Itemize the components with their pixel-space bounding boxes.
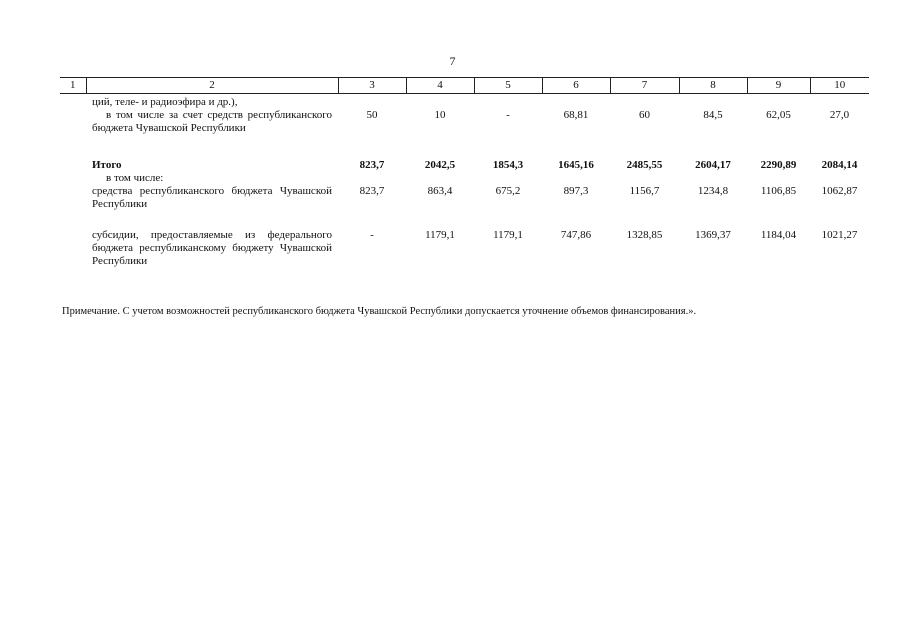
value-cell: 10 — [434, 109, 446, 121]
value-cell: 1021,27 — [821, 229, 858, 241]
row-description: субсидии, предоставляемые из федерального бюджета республиканскому бюджету Чувашской Республики — [92, 229, 332, 267]
value-cell: 897,3 — [563, 185, 589, 197]
value-cell — [406, 172, 474, 185]
value-cell: - — [506, 109, 510, 121]
value-cell: 1179,1 — [425, 229, 455, 241]
value-cell: 2604,17 — [695, 159, 731, 171]
value-cell: 1062,87 — [821, 185, 858, 197]
table-row-including-republic — [60, 109, 869, 135]
value-cell: 50 — [366, 109, 378, 121]
header-cell-col2: 2 — [86, 78, 338, 94]
row-description-cell — [86, 109, 338, 135]
value-cell: 1328,85 — [626, 229, 663, 241]
row-number-cell — [60, 172, 86, 185]
table-row-continuation — [60, 94, 869, 110]
value-cell: 1179,1 — [493, 229, 523, 241]
value-cell — [542, 172, 610, 185]
footnote: Примечание. С учетом возможностей республиканского бюджета Чувашской Республики допускается уточнение объемов финансирования.». — [62, 306, 697, 317]
row-number-cell — [60, 135, 86, 172]
value-cell: 1106,85 — [760, 185, 797, 197]
value-cell — [406, 94, 474, 110]
value-cell: 675,2 — [495, 185, 521, 197]
value-cell: 62,05 — [766, 109, 791, 121]
header-cell-col5: 5 — [474, 78, 542, 94]
value-cell: 1645,16 — [558, 159, 594, 171]
table-row-republic-funds — [60, 185, 869, 211]
table-header-row — [60, 78, 869, 94]
row-description: средства республиканского бюджета Чувашской Республики — [92, 185, 332, 210]
row-description-cell — [86, 172, 338, 185]
value-cell — [810, 94, 869, 110]
table-row-subheading — [60, 172, 869, 185]
page-number: 7 — [449, 54, 456, 68]
value-cell — [810, 172, 869, 185]
header-cell-col7: 7 — [610, 78, 679, 94]
value-cell — [474, 94, 542, 110]
funding-table — [60, 77, 869, 268]
value-cell: 2042,5 — [424, 159, 456, 171]
row-description: в том числе: — [106, 172, 164, 184]
value-cell — [747, 94, 810, 110]
row-description: в том числе за счет средств республиканского бюджета Чувашской Республики — [92, 109, 332, 134]
value-cell: 84,5 — [703, 109, 723, 121]
row-description: Итого — [92, 159, 122, 171]
value-cell: 823,7 — [359, 159, 385, 171]
value-cell: 863,4 — [427, 185, 453, 197]
header-cell-col3: 3 — [338, 78, 406, 94]
row-description: ций, теле- и радиоэфира и др.), — [92, 96, 238, 108]
header-cell-col6: 6 — [542, 78, 610, 94]
value-cell: 27,0 — [829, 109, 850, 121]
row-number-cell — [60, 109, 86, 135]
value-cell: 1184,04 — [760, 229, 797, 241]
value-cell — [338, 94, 406, 110]
value-cell — [474, 172, 542, 185]
header-cell-col8: 8 — [679, 78, 747, 94]
value-cell: 60 — [639, 109, 650, 121]
value-cell: 2485,55 — [626, 159, 663, 171]
header-cell-col10: 10 — [810, 78, 869, 94]
header-cell-col1: 1 — [60, 78, 86, 94]
header-cell-col9: 9 — [747, 78, 810, 94]
value-cell: 823,7 — [359, 185, 385, 197]
row-number-cell — [60, 94, 86, 110]
table-row-total — [60, 135, 869, 172]
value-cell: 1854,3 — [492, 159, 524, 171]
value-cell — [542, 94, 610, 110]
row-number-cell — [60, 185, 86, 211]
value-cell: 1369,37 — [695, 229, 731, 241]
value-cell — [679, 94, 747, 110]
value-cell: 68,81 — [563, 109, 589, 121]
value-cell: 1234,8 — [697, 185, 729, 197]
value-cell: 747,86 — [560, 229, 592, 241]
value-cell — [610, 94, 679, 110]
value-cell — [610, 172, 679, 185]
header-cell-col4: 4 — [406, 78, 474, 94]
value-cell — [679, 172, 747, 185]
value-cell: - — [370, 229, 374, 241]
value-cell: 2290,89 — [760, 159, 797, 171]
value-cell: 2084,14 — [821, 159, 858, 171]
row-number-cell — [60, 211, 86, 268]
table-row-federal-subsidies — [60, 211, 869, 268]
value-cell: 1156,7 — [629, 185, 660, 197]
value-cell — [747, 172, 810, 185]
value-cell — [338, 172, 406, 185]
